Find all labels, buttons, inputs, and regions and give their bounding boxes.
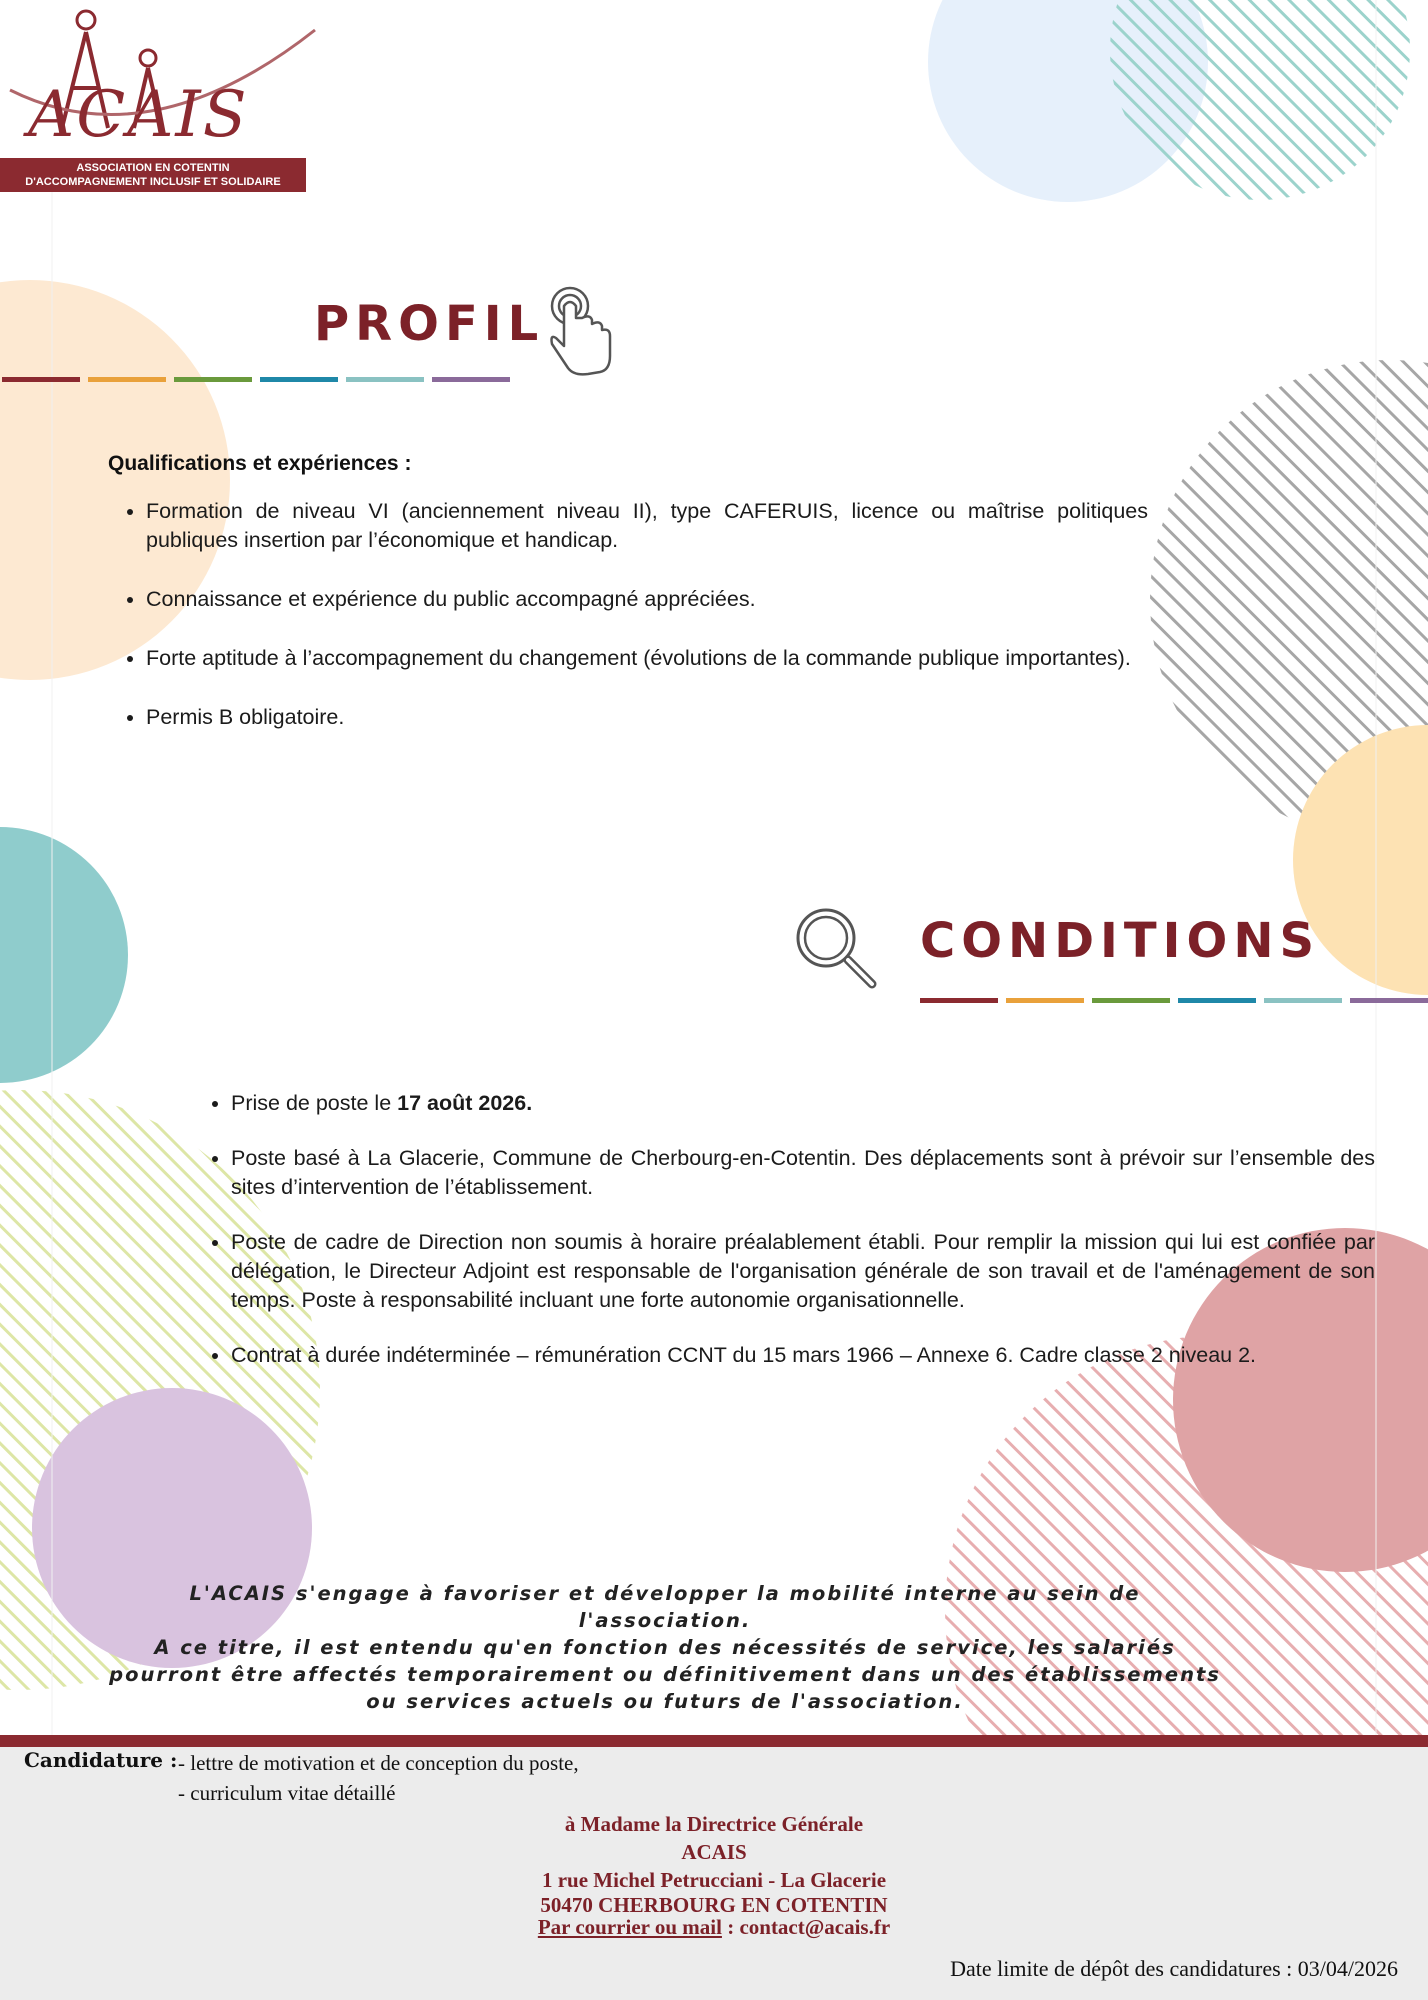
profil-item: • Permis B obligatoire. [146, 703, 1148, 732]
candidature-item: - curriculum vitae détaillé [178, 1781, 396, 1805]
conditions-divider [920, 998, 1428, 1003]
logo-band-line2: D'ACCOMPAGNEMENT INCLUSIF ET SOLIDAIRE [25, 176, 281, 188]
logo-band [0, 158, 306, 192]
hand-pointer-icon [544, 284, 616, 385]
decor-circle-teal [0, 827, 128, 1083]
logo-wordmark: ACAIS [28, 78, 249, 152]
logo [0, 0, 320, 160]
profil-divider [2, 377, 510, 382]
recipient-name: à Madame la Directrice Générale [564, 1812, 864, 1836]
profil-list [108, 497, 1148, 762]
footer-accent-bar [0, 1735, 1428, 1747]
mobility-statement [100, 1580, 1230, 1715]
magnifier-icon [788, 900, 884, 1001]
recipient-address [0, 1810, 1428, 1938]
recipient-street: 1 rue Michel Petrucciani - La Glacerie [541, 1868, 887, 1892]
start-date: 17 août 2026. [397, 1091, 533, 1115]
contact-label: Par courrier ou mail [537, 1915, 722, 1939]
mobility-line1: L'ACAIS s'engage à favoriser et développer la mobilité interne au sein de l'association. [189, 1582, 1141, 1632]
recipient-org: ACAIS [681, 1840, 747, 1864]
profil-item: • Forte aptitude à l’accompagnement du changement (évolutions de la commande publique importantes). [146, 644, 1148, 673]
application-deadline: Date limite de dépôt des candidatures : 03/04/2026 [950, 1956, 1398, 1981]
profil-item: • Connaissance et expérience du public accompagné appréciées. [146, 585, 1148, 614]
conditions-item: • Poste basé à La Glacerie, Commune de Cherbourg-en-Cotentin. Des déplacements sont à prévoir sur l’ensemble des sites d’intervention de l’établissement. [231, 1144, 1375, 1202]
conditions-item: • Contrat à durée indéterminée – rémunération CCNT du 15 mars 1966 – Annexe 6. Cadre classe 2 niveau 2. [231, 1341, 1375, 1370]
conditions-item: • Poste de cadre de Direction non soumis à horaire préalablement établi. Pour remplir la mission qui lui est confiée par délégation, le Directeur Adjoint est responsable de l'organisation générale de son travail et de l'aménagement de son temps. Poste à responsabilité incluant une forte autonomie organisationnelle. [231, 1228, 1375, 1315]
profil-title: PROFIL [314, 296, 545, 352]
recipient-city: 50470 CHERBOURG EN COTENTIN [540, 1893, 888, 1917]
profil-item: • Formation de niveau VI (anciennement niveau II), type CAFERUIS, licence ou maîtrise politiques publiques insertion par l’économique et handicap. [146, 497, 1148, 555]
conditions-title: CONDITIONS [920, 913, 1321, 969]
logo-band-line1: ASSOCIATION EN COTENTIN [76, 162, 230, 174]
contact-separator: : [721, 1915, 740, 1939]
contact-line [0, 1916, 1428, 1938]
contact-email-link[interactable]: contact@acais.fr [739, 1915, 891, 1939]
profil-subheading: Qualifications et expériences : [108, 452, 412, 475]
conditions-item [231, 1089, 1375, 1118]
conditions-item1-prefix: Prise de poste le [231, 1091, 398, 1115]
candidature-item: - lettre de motivation et de conception du poste, [178, 1751, 579, 1775]
mobility-line2: A ce titre, il est entendu qu'en fonction des nécessités de service, les salariés pourront être affectés temporairement ou définitivement dans un des établissements ou services actuels ou futurs de l'association. [109, 1636, 1221, 1713]
candidature-items [178, 1748, 579, 1808]
candidature-label: Candidature : [24, 1748, 178, 1772]
conditions-list [193, 1089, 1375, 1396]
